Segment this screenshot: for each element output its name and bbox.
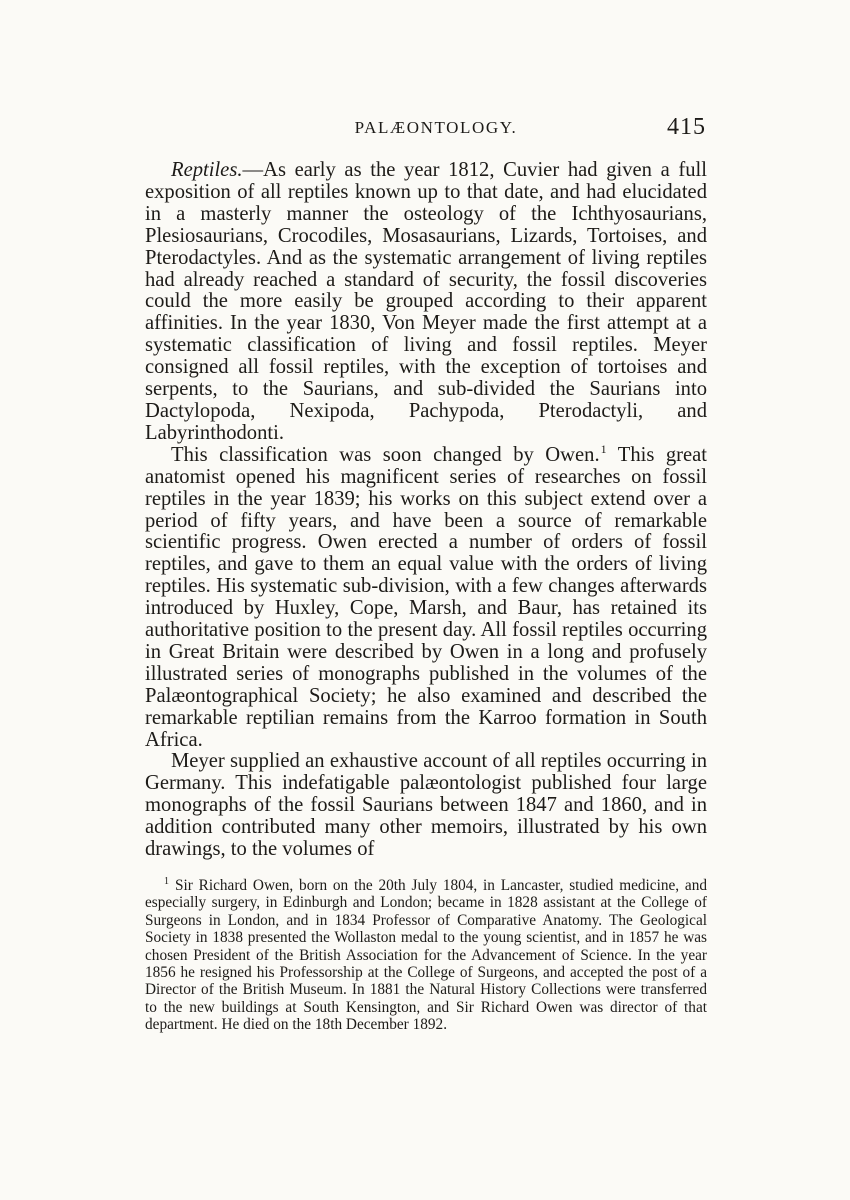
running-head bbox=[140, 114, 706, 148]
body-text bbox=[145, 160, 707, 861]
paragraph-owen bbox=[145, 441, 707, 752]
footnote-reference: 1 bbox=[600, 441, 607, 456]
paragraph-text: This classification was soon changed by Owen. bbox=[171, 443, 600, 466]
paragraph-meyer bbox=[145, 751, 707, 861]
paragraph-text: Meyer supplied an exhaustive account of all reptiles occurring in Germany. This indefatigable palæontologist published four large monographs of the fossil Saurians between 1847 and 1860, and in addition contributed many other memoirs, illustrated by his own drawings, to the volumes of bbox=[145, 750, 707, 861]
footnotes bbox=[145, 877, 707, 1034]
paragraph-text: This great anatomist opened his magnificent series of researches on fossil reptiles in the year 1839; his works on this subject extend over a period of fifty years, and have been a source of remarkable scientific progress. Owen erected a number of orders of fossil reptiles, and gave to them an equal value with the orders of living reptiles. His systematic sub-division, with a few changes afterwards introduced by Huxley, Cope, Marsh, and Baur, has retained its authoritative position to the present day. All fossil reptiles occurring in Great Britain were described by Owen in a long and profusely illustrated series of monographs published in the volumes of the Palæontographical Society; he also examined and described the remarkable reptilian remains from the Karroo formation in South Africa. bbox=[145, 443, 707, 751]
footnote-marker: 1 bbox=[164, 875, 169, 887]
paragraph-text: —As early as the year 1812, Cuvier had given a full exposition of all reptiles known up to that date, and had elucidated in a masterly manner the osteology of the Ichthyosaurians, Plesiosaurians, Crocodiles, Mosasaurians, Lizards, Tortoises, and Pterodactyles. And as the systematic arrangement of living reptiles had already reached a standard of security, the fossil discoveries could the more easily be grouped according to their apparent affinities. In the year 1830, Von Meyer made the first attempt at a systematic classification of living and fossil reptiles. Meyer consigned all fossil reptiles, with the exception of tortoises and serpents, to the Saurians, and sub-divided the Saurians into Dactylopoda, Nexipoda, Pachypoda, Pterodactyli, and Labyrinthodonti. bbox=[145, 159, 707, 444]
paragraph-reptiles bbox=[145, 160, 707, 445]
page-number: 415 bbox=[667, 114, 706, 140]
footnote bbox=[145, 877, 707, 1034]
footnote-text: Sir Richard Owen, born on the 20th July 1804, in Lancaster, studied medicine, and especially surgery, in Edinburgh and London; became in 1828 assistant at the College of Surgeons in London, and in 1834 Professor of Comparative Anatomy. The Geological Society in 1838 presented the Wollaston medal to the young scientist, and in 1857 he was chosen President of the British Association for the Advancement of Science. In the year 1856 he resigned his Professorship at the College of Surgeons, and accepted the post of a Director of the British Museum. In 1881 the Natural History Collections were transferred to the new buildings at South Kensington, and Sir Richard Owen was director of that department. He died on the 18th December 1892. bbox=[145, 877, 707, 1034]
section-lead-word: Reptiles. bbox=[171, 159, 243, 181]
running-title: PALÆONTOLOGY. bbox=[354, 118, 518, 137]
